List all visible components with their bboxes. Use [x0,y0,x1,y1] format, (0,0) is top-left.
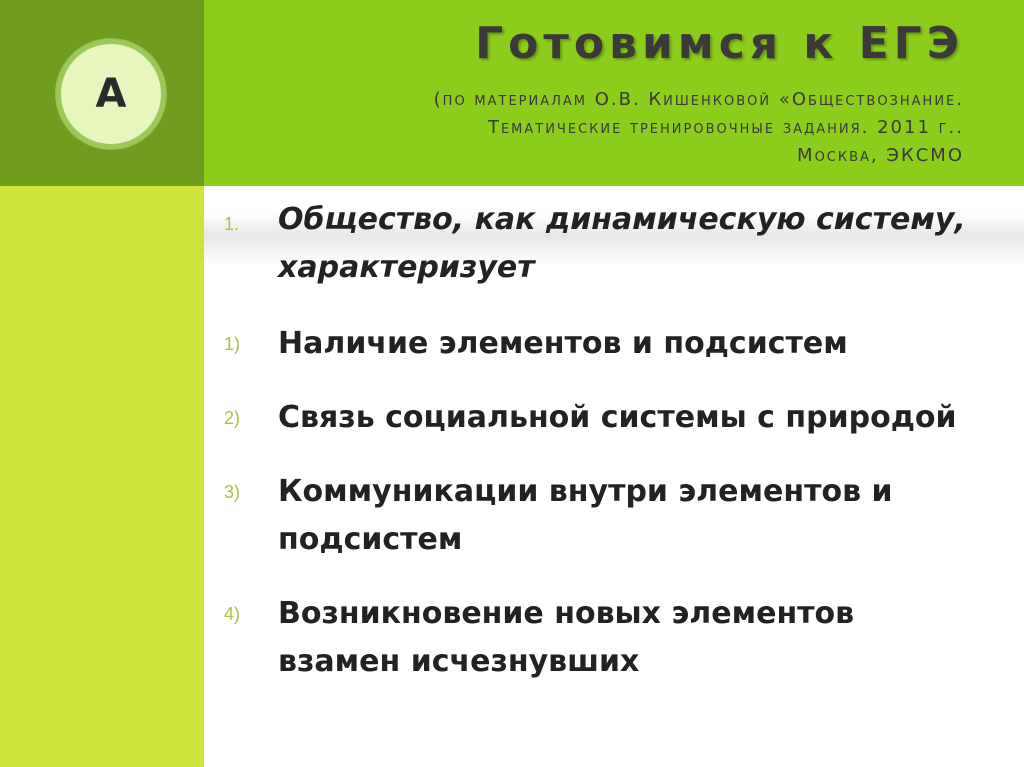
option-text: Наличие элементов и подсистем [278,326,848,361]
option-text: Коммуникации внутри элементов и подсистем [278,474,893,557]
subtitle-line-1: (по материалам О.В. Кишенковой «Обществознание. [433,89,964,110]
option-number: 4) [224,604,241,624]
page-subtitle [244,86,964,170]
left-bottom-panel [0,186,204,767]
question-number: 1. [224,214,240,234]
option-number: 1) [224,334,241,354]
subtitle-line-3: Москва, ЭКСМО [797,145,964,166]
badge-letter: А [61,44,161,144]
option-text: Возникновение новых элементов взамен исчезнувших [278,596,855,679]
page-title: Готовимся к ЕГЭ [475,18,964,69]
option-number: 3) [224,482,241,502]
option-text: Связь социальной системы с природой [278,400,957,435]
subtitle-line-2: Тематические тренировочные задания. 2011 г.. [487,117,964,138]
question-text: Общество, как динамическую систему, характеризует [278,202,966,285]
option-number: 2) [224,408,241,428]
section-badge [55,38,167,150]
